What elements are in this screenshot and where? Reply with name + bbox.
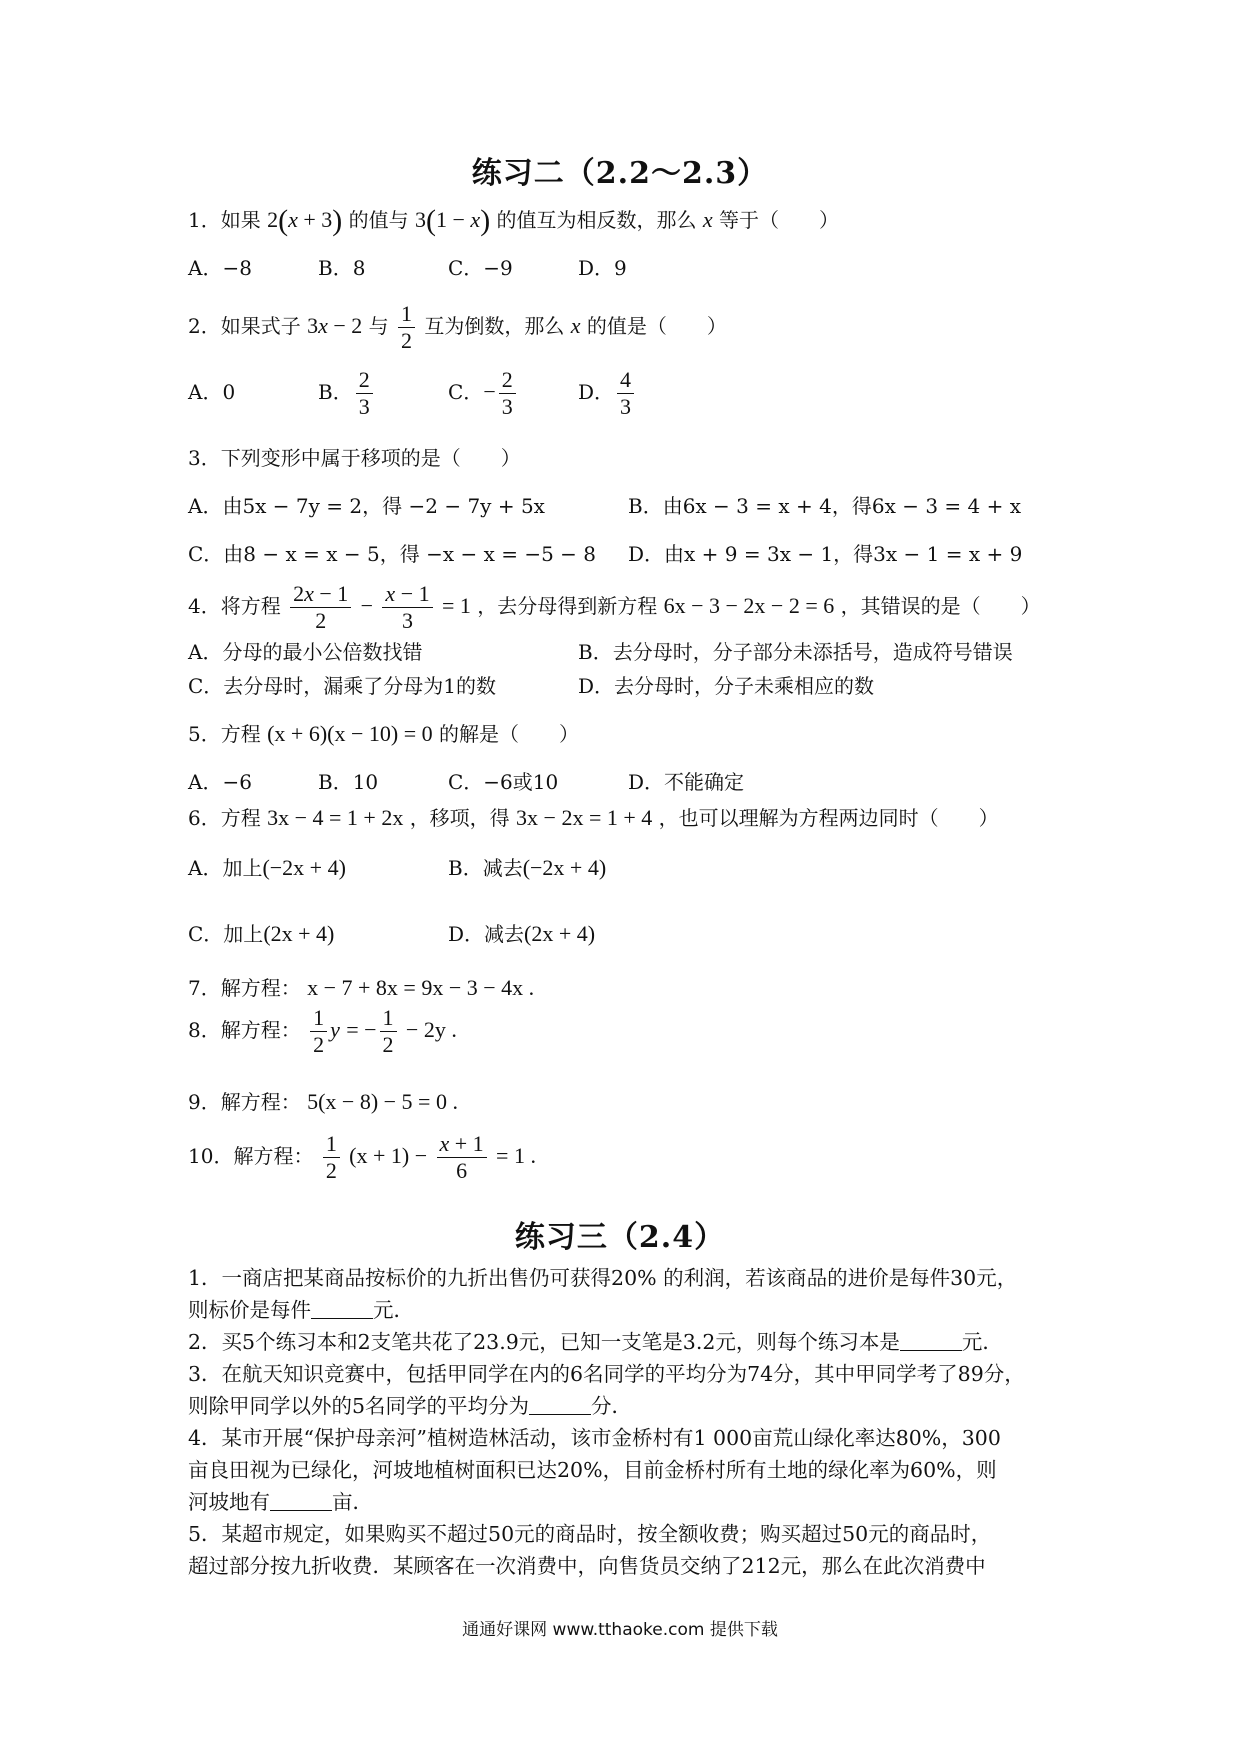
q3-option-d: D．由x + 9 = 3x − 1，得3x − 1 = x + 9 [628,542,1023,566]
q1-expr-1: 2(x + 3) [267,204,343,237]
q1-text-b: 的值与 [348,208,409,232]
s3-question-4: 4．某市开展“保护母亲河”植树造林活动，该市金桥村有1 000亩荒山绿化率达80%，300 亩良田视为已绿化，河坡地植树面积已达20%，目前金桥村所有土地的绿化率为60%，则 河坡地有 亩． [188,1426,1001,1514]
q2-option-b: B． $\frac{2}{3}$ [318,362,376,422]
q4-option-a: A．分母的最小公倍数找错 [188,640,423,664]
section-3-title: 练习三（2.4） [514,1220,726,1255]
q4-text-c: ，其错误的是（ ） [840,594,1041,618]
q1-option-a: A．−8 [188,256,252,280]
q1-option-d: D．9 [578,256,627,280]
answer-blank [900,1332,962,1351]
question-10: 10．解方程： $\frac{1}{2}$ (x + 1) − $\frac{x + 1}{6}$ = 1 . [188,1131,536,1183]
q4-option-b: B．去分母时，分子部分未添括号，造成符号错误 [578,640,1013,664]
q4-option-d: D．去分母时，分子未乘相应的数 [578,674,875,698]
q6-option-d: D．减去(2x + 4) [448,921,596,946]
page-footer: 通通好课网 www.tthaoke.com 提供下载 [462,1620,778,1640]
q4-text-b: ，去分母得到新方程 [477,594,658,618]
q5-text-a: 5．方程 [188,722,261,746]
q10-equation-tail: = 1 . [496,1143,536,1168]
q4-new-equation: 6x − 3 − 2x − 2 = 6 [663,593,835,618]
s3-question-3: 3．在航天知识竞赛中，包括甲同学在内的6名同学的平均分为74分，其中甲同学考了89分， 则除甲同学以外的5名同学的平均分为 分． [188,1362,1025,1418]
q4-option-c: C．去分母时，漏乘了分母为1的数 [188,674,497,698]
q9-equation: 5(x − 8) − 5 = 0 . [307,1089,458,1114]
q7-label: 7．解方程： [188,976,301,1000]
q4-fraction-1: $\frac{2x - 1}{2}$ [290,581,351,634]
question-4: 4．将方程 $\frac{2x - 1}{2}$ − $\frac{x - 1}{3}$ = 1 ，去分母得到新方程 6x − 3 − 2x − 2 = 6 ，其错误的是（ ） [188,581,1041,633]
q2-text-c: 互为倒数，那么 [424,314,565,338]
q4-fraction-2: $\frac{x - 1}{3}$ [382,581,432,634]
q1-expr-2: 3(1 − x) [415,204,491,237]
q3-option-a: A．由5x − 7y = 2，得 −2 − 7y + 5x [188,494,545,518]
q2-text-b: 与 [368,314,389,338]
answer-blank [529,1396,591,1415]
q2-fraction: $\frac{1}{2}$ [398,301,415,354]
q6-text-b: ，移项，得 [409,806,510,830]
s3-question-2: 2．买5个练习本和2支笔共花了23.9元，已知一支笔是3.2元，则每个练习本是 元． [188,1330,1003,1354]
q3-option-c: C．由8 − x = x − 5，得 −x − x = −5 − 8 [188,542,597,566]
question-1 [188,204,840,237]
q10-equation-mid: (x + 1) − [349,1143,428,1168]
q2-text-d: 的值是（ ） [586,314,727,338]
q2-option-c: C．− $\frac{2}{3}$ [448,362,519,422]
question-7 [188,976,534,1000]
q5-option-d: D．不能确定 [628,770,745,794]
q2-option-a: A．0 [188,380,236,404]
q5-option-c: C．−6或10 [448,770,559,794]
question-3: 3．下列变形中属于移项的是（ ） [188,446,521,470]
q1-text-c: 的值互为相反数，那么 [496,208,697,232]
question-8: 8．解方程： $\frac{1}{2}$ y = − $\frac{1}{2}$ − 2y . [188,1005,457,1057]
question-2 [188,296,727,356]
q8-label: 8．解方程： [188,1018,301,1042]
q2-expr: 3x − 2 [307,313,363,338]
section-2-title: 练习二（2.2～2.3） [471,156,769,191]
s3-question-1: 1．一商店把某商品按标价的九折出售仍可获得20% 的利润，若该商品的进价是每件30元， 则标价是每件 元． [188,1266,1018,1322]
answer-blank [311,1300,373,1319]
q2-var: x [570,313,581,338]
q1-option-c: C．−9 [448,256,513,280]
q8-equation-tail: − 2y . [405,1017,457,1042]
q3-option-b: B．由6x − 3 = x + 4，得6x − 3 = 4 + x [628,494,1021,518]
q5-option-b: B．10 [318,770,379,794]
q6-option-c: C．加上(2x + 4) [188,921,335,946]
question-5 [188,722,579,746]
q6-option-a: A．加上(−2x + 4) [188,855,346,880]
answer-blank [270,1492,332,1511]
q2-text-a: 2．如果式子 [188,314,301,338]
q6-text-a: 6．方程 [188,806,261,830]
question-9 [188,1090,458,1114]
q1-text-a: 1．如果 [188,208,261,232]
q6-equation-1: 3x − 4 = 1 + 2x [267,805,404,830]
q5-option-a: A．−6 [188,770,252,794]
q1-option-b: B．8 [318,256,366,280]
q6-option-b: B．减去(−2x + 4) [448,855,607,880]
q7-equation: x − 7 + 8x = 9x − 3 − 4x . [307,975,535,1000]
q6-equation-2: 3x − 2x = 1 + 4 [516,805,653,830]
q5-equation: (x + 6)(x − 10) = 0 [267,721,433,746]
q9-label: 9．解方程： [188,1090,301,1114]
q6-text-c: ，也可以理解为方程两边同时（ ） [658,806,999,830]
s3-question-5: 5．某超市规定，如果购买不超过50元的商品时，按全额收费；购买超过50元的商品时， 超过部分按九折收费．某顾客在一次消费中，向售货员交纳了212元，那么在此次消费中 [188,1522,992,1578]
q2-option-d: D． $\frac{4}{3}$ [578,362,637,422]
q5-text-b: 的解是（ ） [438,722,579,746]
q1-text-d: 等于（ ） [719,208,840,232]
question-6 [188,806,999,830]
q1-var: x [702,207,713,232]
q4-text-a: 4．将方程 [188,594,281,618]
q10-label: 10．解方程： [188,1144,314,1168]
